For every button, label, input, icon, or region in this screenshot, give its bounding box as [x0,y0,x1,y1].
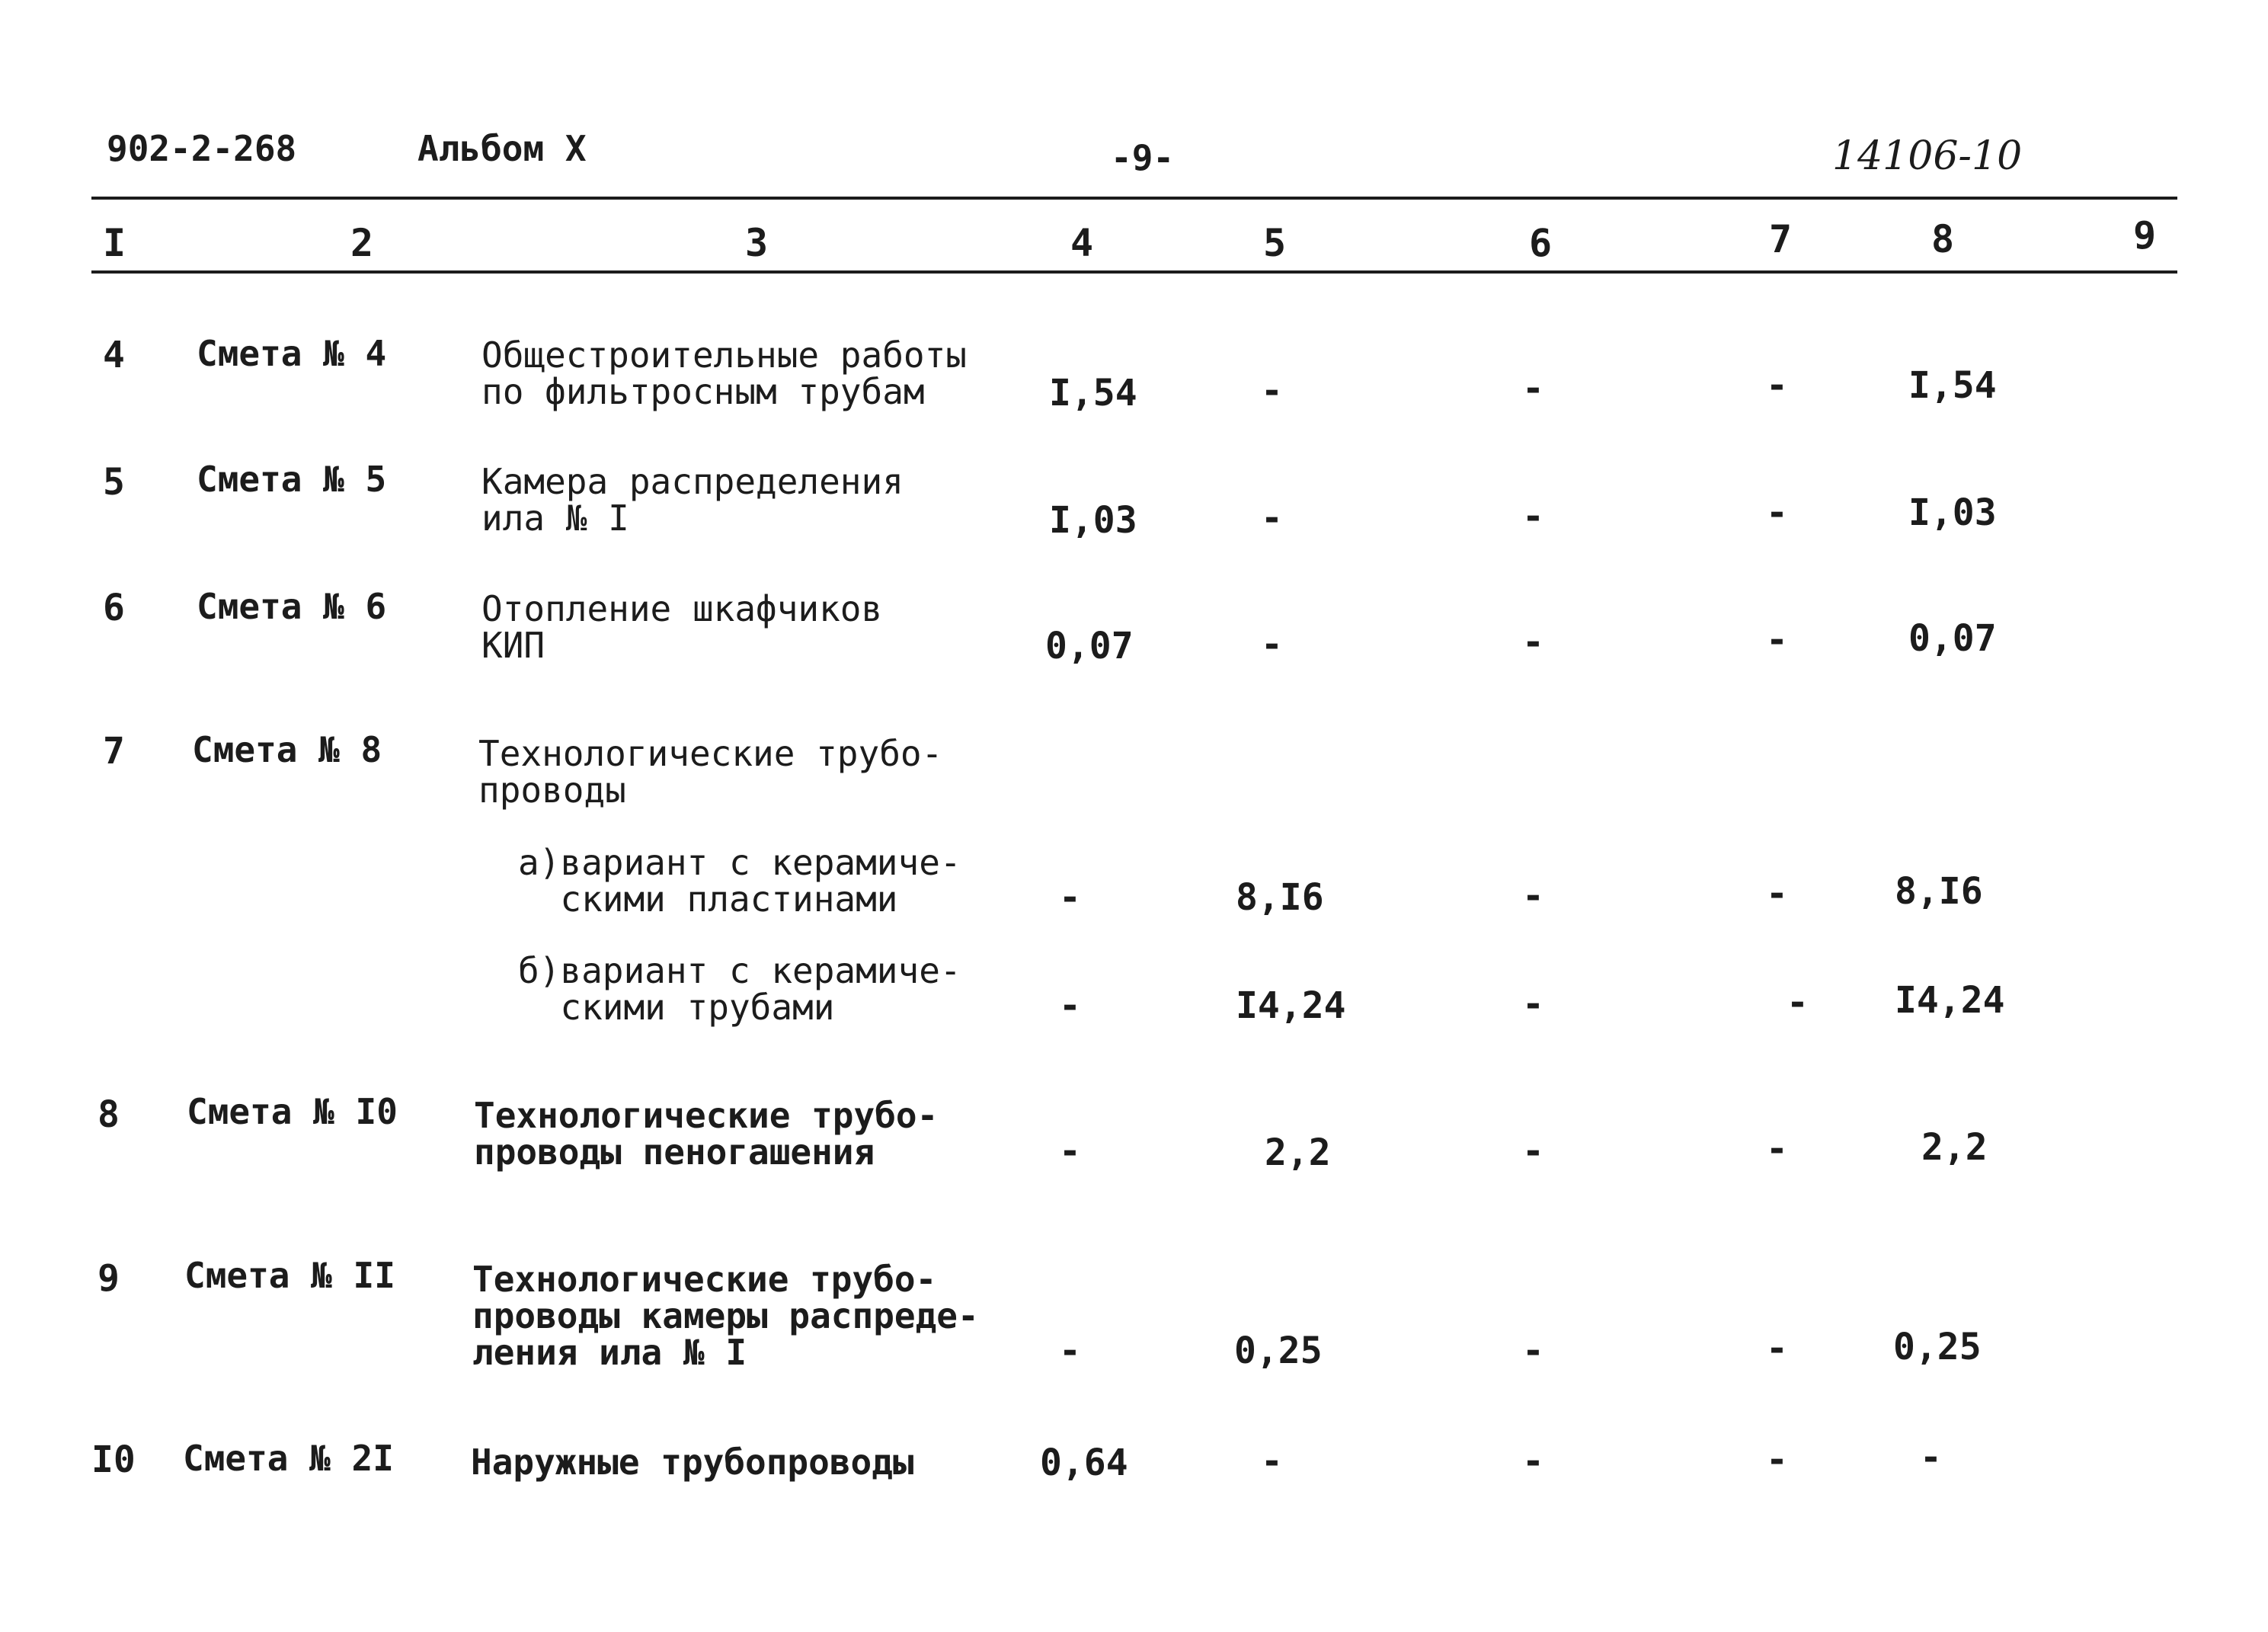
estimate-reference: Смета № 2I [183,1438,394,1479]
estimate-reference: Смета № 4 [197,333,387,374]
column-number: 8 [1931,217,1955,261]
cost-col7: - [1766,491,1788,534]
cost-col4: - [1059,1330,1081,1372]
page-number: -9- [1111,137,1175,178]
cost-col6: - [1522,875,1544,917]
column-number: 3 [745,221,769,265]
column-number: 6 [1529,221,1553,265]
cost-col7: - [1766,1327,1788,1370]
cost-col5: - [1261,623,1283,666]
column-number: 5 [1263,221,1287,265]
work-description: Общестроительные работы по фильтросным трубам [481,334,967,412]
cost-col5: I4,24 [1236,984,1346,1027]
column-number: I [103,221,126,265]
inventory-number: 14106-10 [1832,133,2023,179]
cost-col4: - [1059,1130,1081,1173]
work-description: Камера распределения ила № I [481,461,904,539]
cost-col6: - [1522,367,1544,410]
estimate-reference: Смета № 8 [192,729,382,770]
cost-col6: - [1522,495,1544,538]
cost-total: 0,07 [1908,617,1997,660]
cost-total: I,03 [1908,491,1997,534]
cost-col4: 0,64 [1040,1442,1128,1484]
estimate-reference: Смета № II [184,1255,395,1296]
column-number: 9 [2133,213,2157,258]
cost-col7: - [1766,619,1788,661]
cost-col5: - [1261,370,1283,412]
estimate-reference: Смета № 5 [197,459,387,500]
cost-col5: 0,25 [1234,1330,1323,1372]
table-top-rule [91,197,2177,200]
column-number: 2 [350,221,374,265]
cost-col6: - [1522,1330,1544,1372]
cost-col6: - [1522,1130,1544,1173]
album-label: Альбом X [417,128,587,169]
cost-total: - [1920,1436,1942,1479]
row-number: I0 [91,1438,136,1481]
column-number: 7 [1769,217,1793,261]
row-number: 7 [103,730,125,773]
cost-col5: - [1261,1440,1283,1483]
cost-col6: - [1522,983,1544,1026]
work-description: Технологические трубо- проводы [478,733,943,811]
row-number: 5 [103,461,125,504]
cost-total: 0,25 [1893,1326,1982,1368]
cost-col6: - [1522,621,1544,664]
cost-col4: I,03 [1049,499,1137,542]
row-number: 8 [98,1093,120,1136]
work-description: Отопление шкафчиков КИП [481,588,883,666]
cost-col6: - [1522,1440,1544,1483]
row-number: 4 [103,334,125,376]
row-number: 6 [103,587,125,629]
cost-col5: 2,2 [1265,1131,1331,1174]
cost-col5: - [1261,497,1283,539]
work-description: Технологические трубо- проводы пеногашения [474,1095,939,1173]
cost-col4: 0,07 [1045,625,1134,667]
cost-col4: - [1059,876,1081,919]
document-code: 902-2-268 [107,128,297,169]
column-number: 4 [1070,221,1094,265]
cost-col4: I,54 [1049,372,1137,414]
cost-col4: - [1059,984,1081,1027]
variant-description: а)вариант с керамиче- скими пластинами [518,842,961,920]
cost-col7: - [1787,981,1809,1024]
cost-col7: - [1766,364,1788,407]
cost-col7: - [1766,872,1788,915]
estimate-reference: Смета № 6 [197,586,387,627]
estimate-reference: Смета № I0 [187,1091,398,1132]
cost-col7: - [1766,1128,1788,1170]
cost-total: 8,I6 [1895,870,1983,913]
row-number: 9 [98,1257,120,1300]
variant-description: б)вариант с керамиче- скими трубами [518,950,961,1028]
column-header-rule [91,270,2177,274]
cost-total: I4,24 [1895,979,2005,1022]
cost-total: 2,2 [1921,1126,1988,1169]
work-description: Наружные трубопроводы [471,1442,914,1483]
work-description: Технологические трубо- проводы камеры распреде- ления ила № I [472,1259,979,1373]
cost-col5: 8,I6 [1236,876,1324,919]
cost-total: I,54 [1908,364,1997,407]
cost-col7: - [1766,1438,1788,1481]
